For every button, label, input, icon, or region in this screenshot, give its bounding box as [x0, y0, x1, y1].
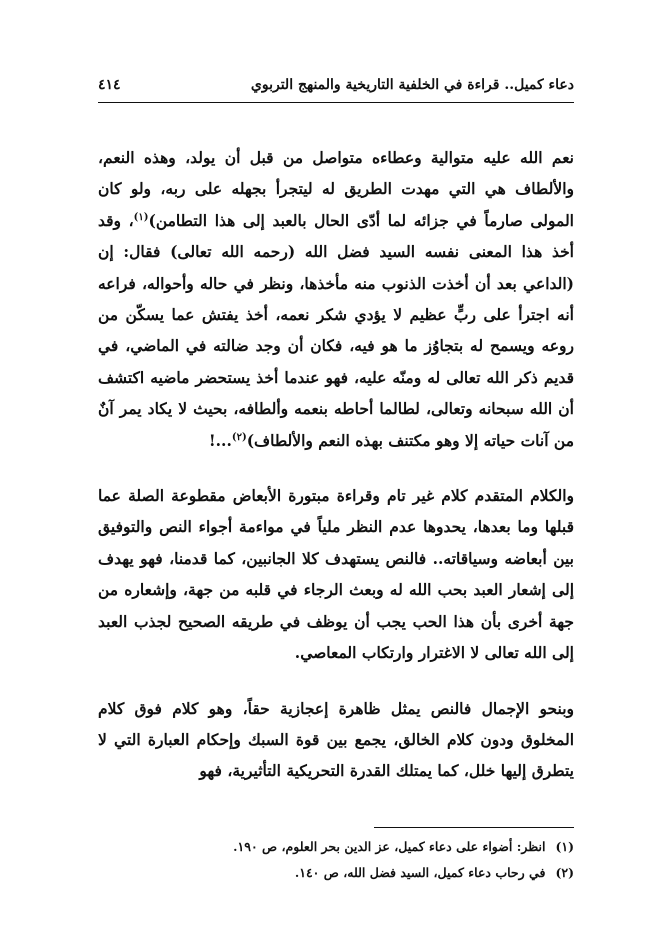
footnotes: [98, 834, 574, 886]
footnote-1-number: (١): [555, 839, 574, 854]
footnote-1: [98, 834, 574, 860]
paragraph-3: وبنحو الإجمال فالنص يمثل ظاهرة إعجازية حقاً، وهو كلام فوق كلام المخلوق ودون كلام الخالق، يجمع بين قوة السبك وإحكام العبارة التي لا يتطرق إليها خلل، كما يمتلك القدرة التحريكية التأثيرية، فهو: [98, 698, 574, 781]
footnote-2: [98, 860, 574, 886]
footnote-2-number: (٢): [555, 865, 574, 880]
page-header: [98, 72, 574, 98]
footnote-ref-1: (١): [133, 211, 149, 223]
paragraph-1: [98, 142, 574, 456]
running-title: دعاء كميل.. قراءة في الخلفية التاريخية والمنهج التربوي: [250, 77, 574, 93]
paragraph-1-text-3: ...!: [208, 430, 232, 450]
paragraph-2: والكلام المتقدم كلام غير تام وقراءة مبتورة الأبعاض مقطوعة الصلة عما قبلها وما بعدها، يحدوها عدم النظر ملياً في مواءمة أجواء النص والتوفيق بين أبعاضه وسياقاته.. فالنص يستهدف كلا الجانبين، كما قدمنا، فهو يهدف إلى إشعار العبد بحب الله له وبعث الرجاء في قلبه من جهة، وإشعاره من جهة أخرى بأن هذا الحب يجب أن يوظف في طريقه الصحيح لجذب العبد إلى الله تعالى لا الاغترار وارتكاب المعاصي.: [98, 486, 574, 663]
paragraph-1-text: نعم الله عليه متوالية وعطاءه متواصل من قبل أن يولد، وهذه النعم، والألطاف هي التي مهدت الطريق له ليتجرأ بجهله على ربه، ولو كان المولى صارماً في جزائه لما أدّى الحال بالعبد إلى هذا التطامن): [98, 148, 574, 230]
paragraph-1-text-2: ، وقد أخذ هذا المعنى نفسه السيد فضل الله (رحمه الله تعالى) فقال: إن (الداعي بعد أن أخذت الذنوب منه مأخذها، ونظر في حاله وأحواله، فراعه أنه اجترأ على ربٍّ عظيم لا يؤدي شكر نعمه، أخذ يفتش عما يسكّن من روعه ويسمح له بتجاوُز ما هو فيه، فكان أن وجد ضالته في الماضي، في قديم ذكر الله تعالى له ومنّه عليه، فهو عندما أخذ يستحضر ماضيه اكتشف أن الله سبحانه وتعالى، لطالما أحاطه بنعمه وألطافه، بحيث لا يكاد يمر آنٌ من آنات حياته إلا وهو مكتنف بهذه النعم والألطاف): [98, 210, 574, 450]
footnote-2-text: في رحاب دعاء كميل، السيد فضل الله، ص ١٤٠.: [294, 865, 546, 880]
footnote-1-text: انظر: أضواء على دعاء كميل، عز الدين بحر العلوم، ص ١٩٠.: [233, 839, 546, 854]
main-text: [98, 142, 574, 811]
footnote-divider: [374, 827, 574, 828]
header-divider: [98, 102, 574, 103]
page-number: ٤١٤: [98, 77, 121, 93]
footnote-ref-2: (٢): [231, 431, 247, 443]
